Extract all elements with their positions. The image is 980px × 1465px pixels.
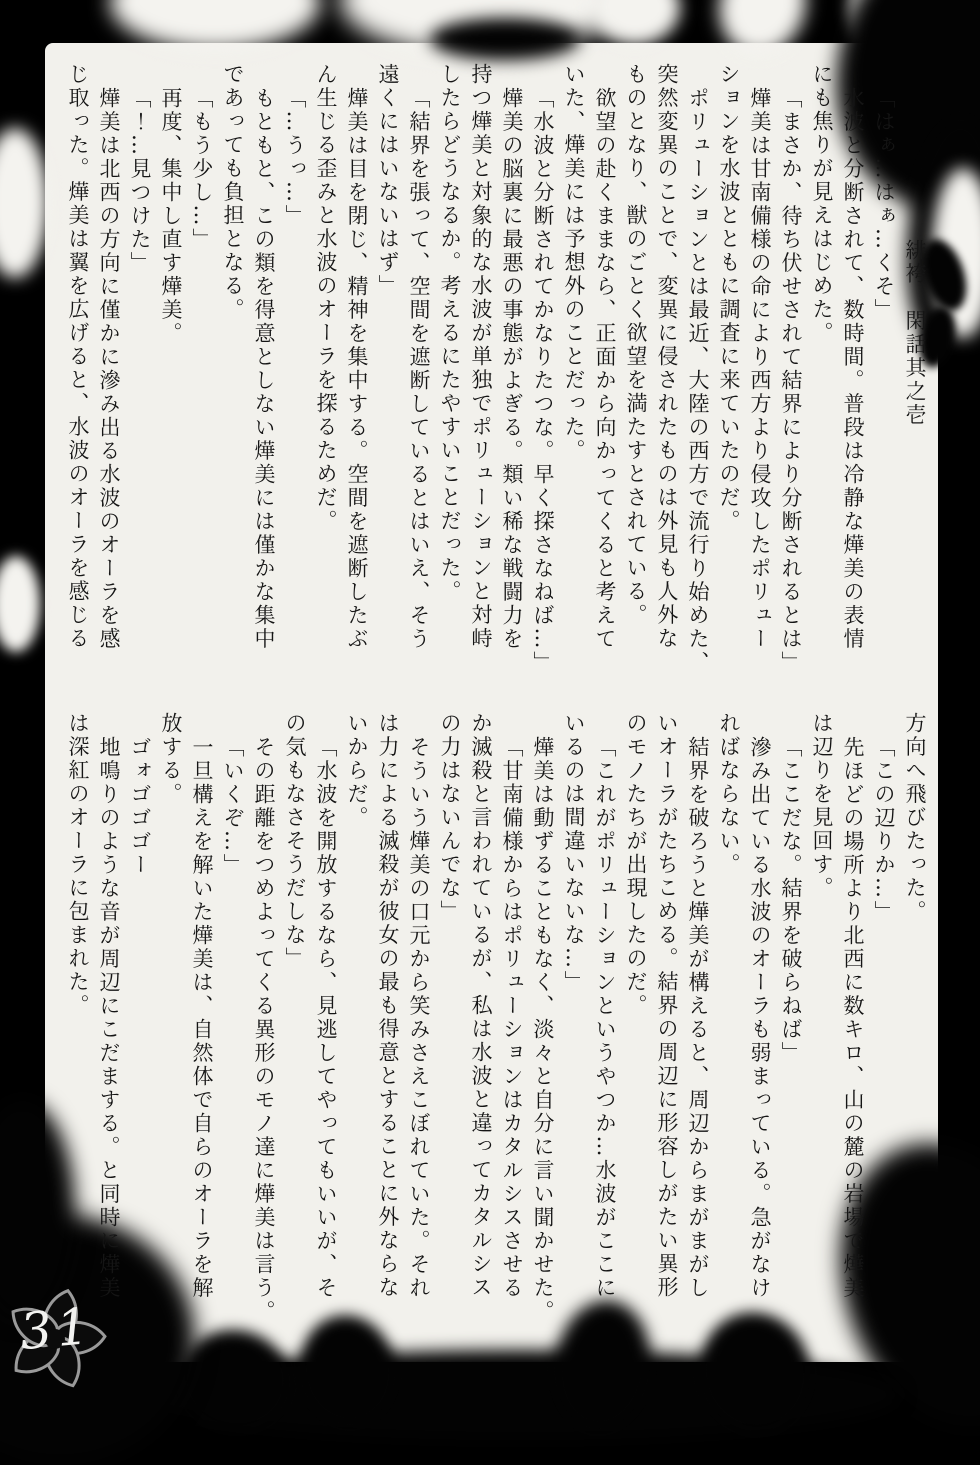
text-column: であっても負担となる。 [221, 63, 245, 322]
text-column: したらどうなるか。考えるにたやすいことだった。 [438, 63, 462, 604]
text-column: 地鳴りのような音が周辺にこだまする。と同時に燁美 [97, 735, 121, 1300]
text-column: 「これがポリューションというやつか…水波がここに [593, 735, 617, 1300]
text-column: 遠くにはいないはず」 [376, 63, 400, 298]
text-column: その距離をつめよってくる異形のモノ達に燁美は言う。 [252, 735, 276, 1323]
text-column: 「水波を開放するなら、見逃してやってもいいが、そ [314, 735, 338, 1300]
text-column: 燁美は動ずることもなく、淡々と自分に言い聞かせた。 [531, 735, 555, 1323]
text-column: 先ほどの場所より北西に数キロ、山の麓の岩場で燁美 [841, 735, 865, 1300]
text-column: 再度、集中し直す燁美。 [159, 86, 183, 345]
text-column: 燁美は目を閉じ、精神を集中する。空間を遮断したぶ [345, 86, 369, 651]
text-column: 燁美は甘南備様の命により西方より侵攻したポリュー [748, 86, 772, 651]
text-column: は力による滅殺が彼女の最も得意とすることに外ならな [376, 712, 400, 1300]
section-heading-column: 緋袴 閑話其之壱 [903, 239, 927, 428]
text-column: 「もう少し…」 [190, 86, 214, 251]
text-column: か滅殺と言われているが、私は水波と違ってカタルシス [469, 712, 493, 1300]
ink-blob [0, 556, 40, 652]
text-column: 「はぁ…はぁ…くそ」 [872, 86, 896, 322]
text-column: 「水波と分断されてかなりたつな。早く探さなねば…」 [531, 86, 555, 674]
text-column: は辺りを見回す。 [810, 712, 834, 900]
text-column: 突然変異のことで、変異に侵されたものは外見も人外な [655, 63, 679, 651]
text-column: 「ここだな。結界を破らねば」 [779, 735, 803, 1065]
text-column: 「まさか、待ち伏せされて結界により分断されるとは」 [779, 86, 803, 674]
ink-blob [430, 18, 580, 60]
text-column: 「この辺りか…」 [872, 735, 896, 924]
text-column: 放する。 [159, 712, 183, 806]
text-column: 一旦構えを解いた燁美は、自然体で自らのオーラを解 [190, 735, 214, 1300]
text-column: 持つ燁美と対象的な水波が単独でポリューションと対峙 [469, 63, 493, 651]
text-column: のモノたちが出現したのだ。 [624, 712, 648, 1018]
text-column: じ取った。燁美は翼を広げると、水波のオーラを感じる [66, 63, 90, 651]
text-block-top [60, 63, 930, 703]
text-column: 「いくぞ…」 [221, 735, 245, 877]
text-column: 結界を破ろうと燁美が構えると、周辺からまがまがし [686, 735, 710, 1300]
text-column: そういう燁美の口元から笑みさえこぼれていた。それ [407, 735, 431, 1300]
text-column: 燁美は北西の方向に僅かに滲み出る水波のオーラを感 [97, 86, 121, 651]
text-column: ションを水波とともに調査に来ていたのだ。 [717, 63, 741, 533]
text-column: の気もなさそうだしな」 [283, 712, 307, 971]
text-column: 「！…見つけた」 [128, 86, 152, 275]
text-block-bottom [60, 712, 930, 1362]
text-column: ゴォゴゴゴー [128, 735, 152, 877]
text-column: 方向へ飛びたった。 [903, 712, 927, 924]
page-number-flower [0, 1282, 112, 1397]
text-column: いた、燁美には予想外のことだった。 [562, 63, 586, 463]
text-column: 欲望の赴くままなら、正面から向かってくると考えて [593, 86, 617, 651]
text-column: にも焦りが見えはじめた。 [810, 63, 834, 345]
ink-blob [0, 128, 48, 278]
text-column: いるのは間違いないな…」 [562, 712, 586, 994]
text-column: ればならない。 [717, 712, 741, 877]
text-column: いからだ。 [345, 712, 369, 830]
page-number: 31 [17, 1296, 97, 1362]
text-column: 「…うっ…」 [283, 86, 307, 228]
text-column: ん生じる歪みと水波のオーラを探るためだ。 [314, 63, 338, 533]
text-column: いオーラがたちこめる。結界の周辺に形容しがたい異形 [655, 712, 679, 1300]
text-column: ポリューションとは最近、大陸の西方で流行り始めた、 [686, 86, 710, 674]
text-column: は深紅のオーラに包まれた。 [66, 712, 90, 1018]
text-column: 「結界を張って、空間を遮断しているとはいえ、そう [407, 86, 431, 651]
text-column: 滲み出ている水波のオーラも弱まっている。急がなけ [748, 735, 772, 1300]
text-column: もともと、この類を得意としない燁美には僅かな集中 [252, 86, 276, 651]
ink-blob [590, 0, 680, 45]
text-column: 燁美の脳裏に最悪の事態がよぎる。類い稀な戦闘力を [500, 86, 524, 651]
text-column: ものとなり、獣のごとく欲望を満たすとされている。 [624, 63, 648, 627]
text-column: 水波と分断されて、数時間。普段は冷静な燁美の表情 [841, 86, 865, 651]
text-column: の力はないんでな」 [438, 712, 462, 924]
text-column: 「甘南備様からはポリューションはカタルシスさせる [500, 735, 524, 1300]
